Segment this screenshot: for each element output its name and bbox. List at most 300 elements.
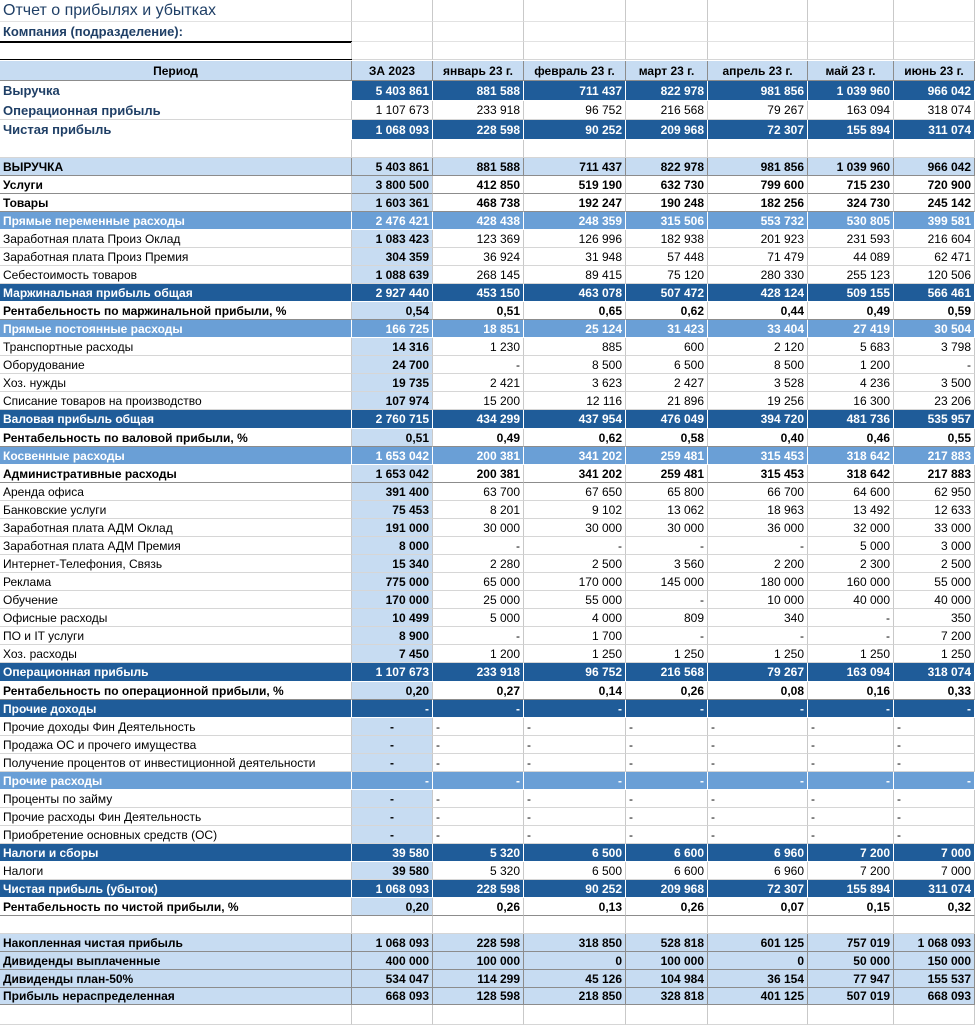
- cell-value[interactable]: 412 850: [433, 176, 524, 194]
- cell-value[interactable]: 259 481: [626, 447, 708, 465]
- cell-value[interactable]: 1 039 960: [808, 158, 894, 176]
- cell-value[interactable]: 318 074: [894, 101, 975, 120]
- cell-value[interactable]: 1 068 093: [352, 934, 433, 952]
- cell-value[interactable]: 3 560: [626, 555, 708, 573]
- cell-value[interactable]: 233 918: [433, 663, 524, 682]
- cell[interactable]: [0, 916, 352, 934]
- cell-value[interactable]: 966 042: [894, 158, 975, 176]
- cell-value[interactable]: 90 252: [524, 120, 626, 140]
- cell-value[interactable]: 10 499: [352, 609, 433, 627]
- cell-value[interactable]: -: [708, 537, 808, 555]
- cell-value[interactable]: 1 653 042: [352, 447, 433, 465]
- cell-value[interactable]: 3 798: [894, 338, 975, 356]
- cell-value[interactable]: 255 123: [808, 266, 894, 284]
- cell-value[interactable]: 519 190: [524, 176, 626, 194]
- cell-value[interactable]: 715 230: [808, 176, 894, 194]
- cell[interactable]: [894, 22, 975, 42]
- cell-value[interactable]: 170 000: [352, 591, 433, 609]
- row-label[interactable]: Накопленная чистая прибыль: [0, 934, 352, 952]
- cell-value[interactable]: 209 968: [626, 120, 708, 140]
- cell-value[interactable]: 163 094: [808, 663, 894, 682]
- row-label[interactable]: Заработная плата АДМ Премия: [0, 537, 352, 555]
- cell[interactable]: [708, 140, 808, 158]
- row-label[interactable]: ПО и IT услуги: [0, 627, 352, 645]
- row-label[interactable]: Оборудование: [0, 356, 352, 374]
- cell-value[interactable]: 75 453: [352, 501, 433, 519]
- cell-value[interactable]: -: [626, 808, 708, 826]
- cell[interactable]: [433, 1005, 524, 1025]
- cell[interactable]: [352, 916, 433, 934]
- cell-value[interactable]: 12 633: [894, 501, 975, 519]
- row-label[interactable]: Чистая прибыль (убыток): [0, 880, 352, 898]
- cell-value[interactable]: -: [708, 736, 808, 754]
- cell-value[interactable]: -: [808, 808, 894, 826]
- cell[interactable]: [894, 0, 975, 22]
- cell-value[interactable]: 217 883: [894, 447, 975, 465]
- row-label[interactable]: Рентабельность по маржинальной прибыли, %: [0, 302, 352, 320]
- cell-value[interactable]: 2 760 715: [352, 410, 433, 429]
- row-label[interactable]: Приобретение основных средств (ОС): [0, 826, 352, 844]
- cell-value[interactable]: -: [626, 790, 708, 808]
- cell-value[interactable]: -: [708, 772, 808, 790]
- cell-value[interactable]: 400 000: [352, 952, 433, 970]
- row-label[interactable]: Прибыль нераспределенная: [0, 988, 352, 1005]
- row-label[interactable]: Косвенные расходы: [0, 447, 352, 465]
- cell-value[interactable]: -: [708, 718, 808, 736]
- row-label[interactable]: Транспортные расходы: [0, 338, 352, 356]
- cell-value[interactable]: 711 437: [524, 81, 626, 101]
- cell-value[interactable]: -: [433, 718, 524, 736]
- row-label[interactable]: Хоз. расходы: [0, 645, 352, 663]
- cell-value[interactable]: -: [894, 754, 975, 772]
- cell-value[interactable]: 0,65: [524, 302, 626, 320]
- cell-value[interactable]: 428 438: [433, 212, 524, 230]
- cell-value[interactable]: 0,62: [626, 302, 708, 320]
- row-label[interactable]: Реклама: [0, 573, 352, 591]
- cell-value[interactable]: 1 083 423: [352, 230, 433, 248]
- cell-value[interactable]: 0,32: [894, 898, 975, 916]
- cell-value[interactable]: 33 404: [708, 320, 808, 338]
- cell-value[interactable]: -: [626, 736, 708, 754]
- cell-value[interactable]: 2 427: [626, 374, 708, 392]
- cell-value[interactable]: -: [524, 700, 626, 718]
- cell[interactable]: [352, 140, 433, 158]
- cell-value[interactable]: 0,16: [808, 682, 894, 700]
- cell-value[interactable]: 668 093: [352, 988, 433, 1005]
- cell-value[interactable]: 79 267: [708, 101, 808, 120]
- cell-value[interactable]: 39 580: [352, 844, 433, 862]
- cell[interactable]: [352, 1005, 433, 1025]
- cell-value[interactable]: 6 600: [626, 844, 708, 862]
- cell-value[interactable]: 3 000: [894, 537, 975, 555]
- cell-value[interactable]: 535 957: [894, 410, 975, 429]
- cell-value[interactable]: 1 250: [894, 645, 975, 663]
- cell-value[interactable]: 799 600: [708, 176, 808, 194]
- cell-value[interactable]: 0,58: [626, 429, 708, 447]
- row-label[interactable]: Списание товаров на производство: [0, 392, 352, 410]
- cell-value[interactable]: 191 000: [352, 519, 433, 537]
- cell-value[interactable]: 437 954: [524, 410, 626, 429]
- cell-value[interactable]: 100 000: [433, 952, 524, 970]
- cell-value[interactable]: -: [524, 736, 626, 754]
- cell-value[interactable]: 2 280: [433, 555, 524, 573]
- cell-value[interactable]: 259 481: [626, 465, 708, 483]
- cell[interactable]: [808, 916, 894, 934]
- cell-value[interactable]: 4 236: [808, 374, 894, 392]
- cell-value[interactable]: 0,13: [524, 898, 626, 916]
- cell-value[interactable]: -: [708, 700, 808, 718]
- cell-value[interactable]: -: [352, 700, 433, 718]
- cell-value[interactable]: 453 150: [433, 284, 524, 302]
- cell-value[interactable]: 0,08: [708, 682, 808, 700]
- cell-value[interactable]: 8 500: [708, 356, 808, 374]
- cell-value[interactable]: -: [808, 790, 894, 808]
- cell[interactable]: [894, 140, 975, 158]
- cell-value[interactable]: 401 125: [708, 988, 808, 1005]
- cell-value[interactable]: 6 500: [524, 844, 626, 862]
- cell-value[interactable]: 311 074: [894, 880, 975, 898]
- cell-value[interactable]: -: [433, 772, 524, 790]
- cell-value[interactable]: 434 299: [433, 410, 524, 429]
- cell-value[interactable]: 2 500: [524, 555, 626, 573]
- cell-value[interactable]: 155 894: [808, 880, 894, 898]
- cell-value[interactable]: 0,27: [433, 682, 524, 700]
- cell[interactable]: [524, 22, 626, 42]
- cell-value[interactable]: 57 448: [626, 248, 708, 266]
- cell-value[interactable]: 25 000: [433, 591, 524, 609]
- cell-value[interactable]: 36 154: [708, 970, 808, 988]
- cell[interactable]: [524, 1005, 626, 1025]
- cell-value[interactable]: 32 000: [808, 519, 894, 537]
- cell-value[interactable]: 8 900: [352, 627, 433, 645]
- cell-value[interactable]: 350: [894, 609, 975, 627]
- cell-value[interactable]: 2 927 440: [352, 284, 433, 302]
- cell-value[interactable]: 63 700: [433, 483, 524, 501]
- row-label[interactable]: Хоз. нужды: [0, 374, 352, 392]
- cell-value[interactable]: 23 206: [894, 392, 975, 410]
- cell[interactable]: [433, 140, 524, 158]
- row-label[interactable]: Чистая прибыль: [0, 120, 352, 140]
- cell-value[interactable]: -: [433, 627, 524, 645]
- row-label[interactable]: Получение процентов от инвестиционной деятельности: [0, 754, 352, 772]
- cell-value[interactable]: 0,26: [626, 898, 708, 916]
- cell-value[interactable]: -: [808, 772, 894, 790]
- cell-value[interactable]: 0,20: [352, 682, 433, 700]
- cell-value[interactable]: 822 978: [626, 81, 708, 101]
- cell-value[interactable]: 30 000: [524, 519, 626, 537]
- cell-value[interactable]: 233 918: [433, 101, 524, 120]
- cell-value[interactable]: 6 500: [626, 356, 708, 374]
- cell-value[interactable]: 2 120: [708, 338, 808, 356]
- row-label[interactable]: Прямые постоянные расходы: [0, 320, 352, 338]
- cell[interactable]: [352, 0, 433, 22]
- cell-value[interactable]: 0: [708, 952, 808, 970]
- cell-value[interactable]: 5 000: [433, 609, 524, 627]
- cell-value[interactable]: 14 316: [352, 338, 433, 356]
- cell-value[interactable]: 33 000: [894, 519, 975, 537]
- cell-value[interactable]: 0,49: [808, 302, 894, 320]
- cell-value[interactable]: 25 124: [524, 320, 626, 338]
- cell-value[interactable]: 30 000: [433, 519, 524, 537]
- cell[interactable]: [708, 42, 808, 60]
- cell-value[interactable]: 114 299: [433, 970, 524, 988]
- cell-value[interactable]: 209 968: [626, 880, 708, 898]
- cell-value[interactable]: -: [352, 718, 433, 736]
- cell-value[interactable]: -: [808, 718, 894, 736]
- cell-value[interactable]: -: [626, 700, 708, 718]
- row-label[interactable]: Операционная прибыль: [0, 663, 352, 682]
- cell-value[interactable]: 8 500: [524, 356, 626, 374]
- cell-value[interactable]: 324 730: [808, 194, 894, 212]
- cell-value[interactable]: 7 000: [894, 844, 975, 862]
- cell-value[interactable]: 0,51: [352, 429, 433, 447]
- cell-value[interactable]: 1 230: [433, 338, 524, 356]
- cell-value[interactable]: 245 142: [894, 194, 975, 212]
- cell-value[interactable]: 341 202: [524, 447, 626, 465]
- cell-value[interactable]: 45 126: [524, 970, 626, 988]
- cell-value[interactable]: 394 720: [708, 410, 808, 429]
- cell-value[interactable]: -: [894, 736, 975, 754]
- cell-value[interactable]: 13 492: [808, 501, 894, 519]
- row-label[interactable]: Товары: [0, 194, 352, 212]
- cell-value[interactable]: -: [894, 826, 975, 844]
- row-label[interactable]: Налоги и сборы: [0, 844, 352, 862]
- cell-value[interactable]: 15 340: [352, 555, 433, 573]
- cell-value[interactable]: -: [433, 700, 524, 718]
- cell-value[interactable]: 1 250: [808, 645, 894, 663]
- cell-value[interactable]: -: [808, 609, 894, 627]
- cell-value[interactable]: 55 000: [894, 573, 975, 591]
- cell[interactable]: [433, 42, 524, 60]
- cell-value[interactable]: 1 653 042: [352, 465, 433, 483]
- cell[interactable]: [626, 42, 708, 60]
- cell-value[interactable]: 5 683: [808, 338, 894, 356]
- cell[interactable]: [626, 916, 708, 934]
- cell-value[interactable]: 881 588: [433, 81, 524, 101]
- cell-value[interactable]: -: [894, 700, 975, 718]
- column-header[interactable]: апрель 23 г.: [708, 61, 808, 81]
- cell-value[interactable]: 150 000: [894, 952, 975, 970]
- cell-value[interactable]: 182 256: [708, 194, 808, 212]
- cell-value[interactable]: 1 088 639: [352, 266, 433, 284]
- cell[interactable]: [524, 0, 626, 22]
- cell-value[interactable]: 217 883: [894, 465, 975, 483]
- cell-value[interactable]: 44 089: [808, 248, 894, 266]
- period-header[interactable]: Период: [0, 61, 352, 81]
- cell-value[interactable]: 7 200: [808, 862, 894, 880]
- cell-value[interactable]: 36 000: [708, 519, 808, 537]
- cell-value[interactable]: 31 948: [524, 248, 626, 266]
- cell[interactable]: [894, 916, 975, 934]
- cell-value[interactable]: 0,62: [524, 429, 626, 447]
- cell-value[interactable]: 428 124: [708, 284, 808, 302]
- cell-value[interactable]: 16 300: [808, 392, 894, 410]
- cell-value[interactable]: 55 000: [524, 591, 626, 609]
- cell-value[interactable]: -: [352, 808, 433, 826]
- row-label[interactable]: Валовая прибыль общая: [0, 410, 352, 429]
- cell-value[interactable]: 228 598: [433, 880, 524, 898]
- row-label[interactable]: Банковские услуги: [0, 501, 352, 519]
- row-label[interactable]: Прямые переменные расходы: [0, 212, 352, 230]
- cell-value[interactable]: 981 856: [708, 158, 808, 176]
- row-label[interactable]: Офисные расходы: [0, 609, 352, 627]
- cell[interactable]: [894, 1005, 975, 1025]
- cell-value[interactable]: 218 850: [524, 988, 626, 1005]
- cell-value[interactable]: 190 248: [626, 194, 708, 212]
- cell-value[interactable]: 4 000: [524, 609, 626, 627]
- cell-value[interactable]: 40 000: [808, 591, 894, 609]
- cell-value[interactable]: 757 019: [808, 934, 894, 952]
- cell-value[interactable]: 107 974: [352, 392, 433, 410]
- cell-value[interactable]: 192 247: [524, 194, 626, 212]
- cell-value[interactable]: 228 598: [433, 120, 524, 140]
- cell-value[interactable]: 566 461: [894, 284, 975, 302]
- cell-value[interactable]: 1 107 673: [352, 101, 433, 120]
- cell-value[interactable]: 0,26: [626, 682, 708, 700]
- cell-value[interactable]: 601 125: [708, 934, 808, 952]
- row-label[interactable]: Рентабельность по операционной прибыли, %: [0, 682, 352, 700]
- company-label[interactable]: Компания (подразделение):: [0, 22, 352, 42]
- cell-value[interactable]: 126 996: [524, 230, 626, 248]
- cell[interactable]: [626, 22, 708, 42]
- cell[interactable]: [808, 22, 894, 42]
- row-label[interactable]: Себестоимость товаров: [0, 266, 352, 284]
- cell-value[interactable]: 31 423: [626, 320, 708, 338]
- cell[interactable]: [524, 916, 626, 934]
- cell-value[interactable]: 201 923: [708, 230, 808, 248]
- cell-value[interactable]: 1 250: [626, 645, 708, 663]
- cell-value[interactable]: 160 000: [808, 573, 894, 591]
- cell-value[interactable]: 1 200: [433, 645, 524, 663]
- cell-value[interactable]: 315 453: [708, 447, 808, 465]
- cell-value[interactable]: 72 307: [708, 880, 808, 898]
- cell-value[interactable]: -: [524, 537, 626, 555]
- cell-value[interactable]: 182 938: [626, 230, 708, 248]
- cell-value[interactable]: 0,20: [352, 898, 433, 916]
- cell-value[interactable]: -: [708, 790, 808, 808]
- cell-value[interactable]: 104 984: [626, 970, 708, 988]
- cell-value[interactable]: 36 924: [433, 248, 524, 266]
- cell-value[interactable]: -: [808, 627, 894, 645]
- row-label[interactable]: Маржинальная прибыль общая: [0, 284, 352, 302]
- cell[interactable]: [352, 22, 433, 42]
- cell-value[interactable]: 170 000: [524, 573, 626, 591]
- cell-value[interactable]: 200 381: [433, 465, 524, 483]
- cell-value[interactable]: -: [626, 718, 708, 736]
- cell-value[interactable]: -: [352, 754, 433, 772]
- cell[interactable]: [808, 42, 894, 60]
- cell-value[interactable]: 2 500: [894, 555, 975, 573]
- cell-value[interactable]: 18 963: [708, 501, 808, 519]
- cell-value[interactable]: 1 068 093: [894, 934, 975, 952]
- cell[interactable]: [0, 140, 352, 158]
- cell-value[interactable]: 1 603 361: [352, 194, 433, 212]
- cell-value[interactable]: 632 730: [626, 176, 708, 194]
- cell-value[interactable]: 180 000: [708, 573, 808, 591]
- cell-value[interactable]: 476 049: [626, 410, 708, 429]
- cell[interactable]: [433, 22, 524, 42]
- cell-value[interactable]: 0,46: [808, 429, 894, 447]
- cell-value[interactable]: 3 800 500: [352, 176, 433, 194]
- cell-value[interactable]: 155 537: [894, 970, 975, 988]
- cell-value[interactable]: 0,44: [708, 302, 808, 320]
- cell-value[interactable]: 128 598: [433, 988, 524, 1005]
- cell-value[interactable]: 5 320: [433, 862, 524, 880]
- cell-value[interactable]: 6 960: [708, 862, 808, 880]
- cell[interactable]: [708, 1005, 808, 1025]
- cell-value[interactable]: 216 568: [626, 663, 708, 682]
- cell-value[interactable]: 12 116: [524, 392, 626, 410]
- row-label[interactable]: Рентабельность по чистой прибыли, %: [0, 898, 352, 916]
- cell[interactable]: [626, 0, 708, 22]
- cell-value[interactable]: -: [352, 772, 433, 790]
- row-label[interactable]: Заработная плата АДМ Оклад: [0, 519, 352, 537]
- cell[interactable]: [808, 0, 894, 22]
- cell[interactable]: [433, 0, 524, 22]
- cell-value[interactable]: -: [808, 826, 894, 844]
- cell-value[interactable]: 530 805: [808, 212, 894, 230]
- cell-value[interactable]: 40 000: [894, 591, 975, 609]
- cell-value[interactable]: -: [524, 718, 626, 736]
- cell-value[interactable]: 7 200: [894, 627, 975, 645]
- cell-value[interactable]: 19 735: [352, 374, 433, 392]
- cell-value[interactable]: 200 381: [433, 447, 524, 465]
- cell-value[interactable]: -: [894, 772, 975, 790]
- cell-value[interactable]: 7 200: [808, 844, 894, 862]
- cell-value[interactable]: 668 093: [894, 988, 975, 1005]
- cell-value[interactable]: -: [894, 790, 975, 808]
- cell-value[interactable]: 1 700: [524, 627, 626, 645]
- cell-value[interactable]: 881 588: [433, 158, 524, 176]
- cell-value[interactable]: 5 000: [808, 537, 894, 555]
- cell-value[interactable]: 19 256: [708, 392, 808, 410]
- cell-value[interactable]: 66 700: [708, 483, 808, 501]
- cell-value[interactable]: 2 476 421: [352, 212, 433, 230]
- cell-value[interactable]: 155 894: [808, 120, 894, 140]
- cell-value[interactable]: 120 506: [894, 266, 975, 284]
- cell[interactable]: [0, 42, 352, 60]
- cell-value[interactable]: 1 250: [708, 645, 808, 663]
- cell-value[interactable]: 228 598: [433, 934, 524, 952]
- cell-value[interactable]: -: [433, 356, 524, 374]
- cell-value[interactable]: 0: [524, 952, 626, 970]
- cell-value[interactable]: 1 068 093: [352, 120, 433, 140]
- cell-value[interactable]: 600: [626, 338, 708, 356]
- column-header[interactable]: май 23 г.: [808, 61, 894, 81]
- cell-value[interactable]: 15 200: [433, 392, 524, 410]
- cell-value[interactable]: 2 421: [433, 374, 524, 392]
- cell-value[interactable]: -: [626, 754, 708, 772]
- cell-value[interactable]: -: [352, 826, 433, 844]
- cell-value[interactable]: -: [626, 537, 708, 555]
- row-label[interactable]: ВЫРУЧКА: [0, 158, 352, 176]
- cell-value[interactable]: 0,40: [708, 429, 808, 447]
- cell-value[interactable]: 100 000: [626, 952, 708, 970]
- row-label[interactable]: Прочие доходы Фин Деятельность: [0, 718, 352, 736]
- cell-value[interactable]: 0,59: [894, 302, 975, 320]
- cell-value[interactable]: 315 453: [708, 465, 808, 483]
- cell-value[interactable]: -: [433, 808, 524, 826]
- cell[interactable]: [808, 1005, 894, 1025]
- cell-value[interactable]: 528 818: [626, 934, 708, 952]
- cell-value[interactable]: -: [808, 700, 894, 718]
- column-header[interactable]: январь 23 г.: [433, 61, 524, 81]
- cell[interactable]: [894, 42, 975, 60]
- column-header[interactable]: ЗА 2023: [352, 61, 433, 81]
- cell-value[interactable]: -: [433, 537, 524, 555]
- cell-value[interactable]: -: [626, 591, 708, 609]
- cell-value[interactable]: 1 068 093: [352, 880, 433, 898]
